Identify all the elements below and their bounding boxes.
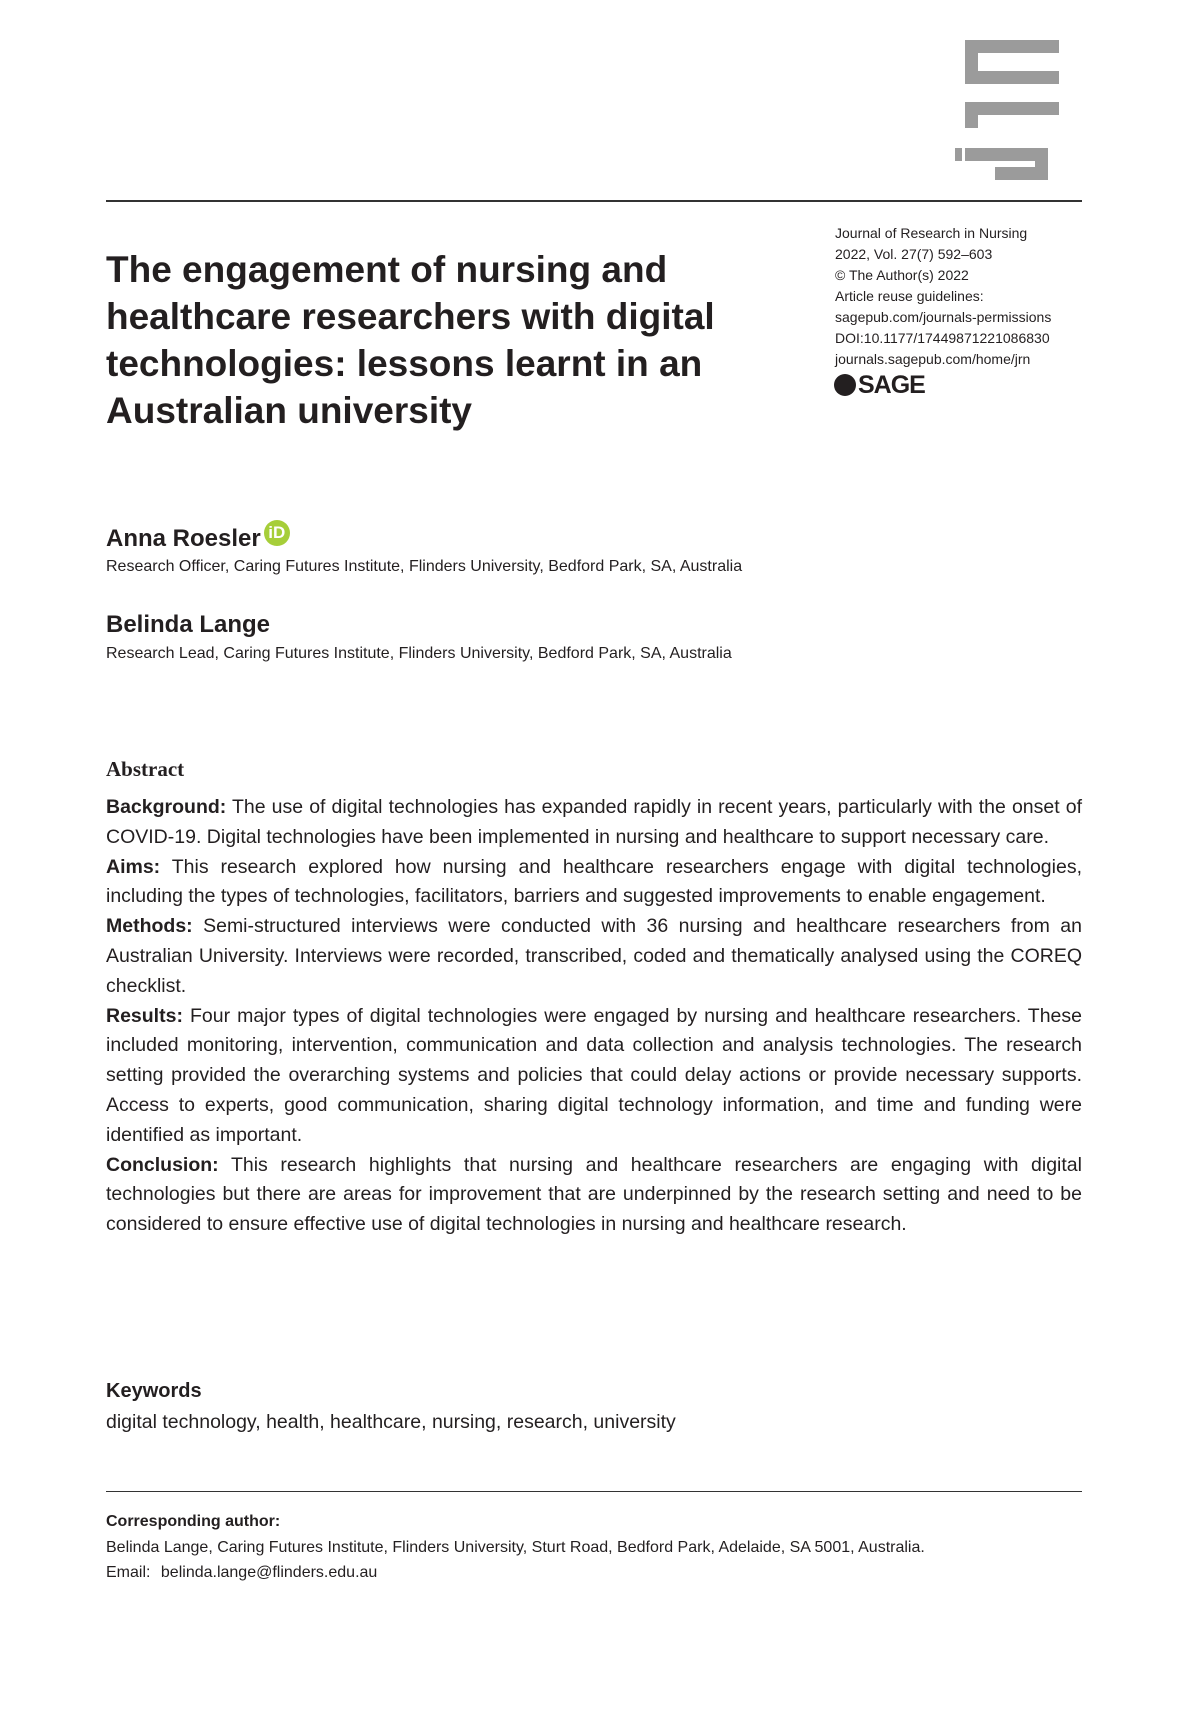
abstract-heading: Abstract bbox=[106, 757, 185, 781]
abstract-aims bbox=[106, 853, 1082, 913]
abstract-conclusion bbox=[106, 1151, 1082, 1240]
journal-name: Journal of Research in Nursing bbox=[835, 225, 1028, 241]
author-name-text: Belinda Lange bbox=[106, 611, 271, 638]
sage-wordmark: SAGE bbox=[858, 371, 925, 399]
sage-logo bbox=[834, 371, 925, 399]
orcid-icon[interactable]: iD bbox=[264, 520, 290, 546]
title-line: healthcare researchers with digital bbox=[106, 296, 715, 337]
section-text: The use of digital technologies has expanded rapidly in recent years, particularly with the onset of COVID-19. Digital technologies have been implemented in nursing and healthcare to support necessary care. bbox=[106, 796, 1082, 848]
corresponding-author-email bbox=[106, 1564, 377, 1582]
abstract-background bbox=[106, 793, 1082, 853]
title-line: Australian university bbox=[106, 390, 473, 431]
section-label: Conclusion: bbox=[106, 1153, 219, 1176]
section-text: This research highlights that nursing and healthcare researchers are engaging with digital technologies but there are areas for improvement that are underpinned by the research setting and need to be considered to ensure effective use of digital technologies in nursing and healthcare research. bbox=[106, 1153, 1082, 1236]
footnote-rule bbox=[106, 1491, 1082, 1492]
email-link[interactable]: belinda.lange@flinders.edu.au bbox=[160, 1564, 378, 1581]
author-name-text: Anna Roesler bbox=[106, 525, 261, 552]
title-line: technologies: lessons learnt in an bbox=[106, 343, 703, 384]
abstract-results bbox=[106, 1002, 1082, 1151]
author-name bbox=[106, 525, 290, 553]
title-line: The engagement of nursing and bbox=[106, 249, 668, 290]
keywords-heading: Keywords bbox=[106, 1380, 202, 1402]
author-name bbox=[106, 611, 270, 639]
section-text: Four major types of digital technologies were engaged by nursing and healthcare researchers. These included monitoring, intervention, communication and data collection and analysis technologies. The research setting provided the overarching systems and policies that could delay actions or provide necessary supports. Access to experts, good communication, sharing digital technology information, and time and funding were identified as important. bbox=[106, 1004, 1082, 1146]
section-text: Semi-structured interviews were conducted with 36 nursing and healthcare researchers from an Australian University. Interviews were recorded, transcribed, coded and thematically analysed using the COREQ checklist. bbox=[106, 915, 1082, 997]
doi-link[interactable]: DOI:10.1177/17449871221086830 bbox=[835, 330, 1050, 346]
section-label: Aims: bbox=[106, 855, 161, 878]
author-affiliation: Research Lead, Caring Futures Institute, Flinders University, Bedford Park, SA, Australia bbox=[106, 645, 732, 662]
abstract-body bbox=[106, 793, 1082, 1240]
corresponding-author-heading: Corresponding author: bbox=[106, 1513, 281, 1530]
email-label: Email: bbox=[106, 1564, 151, 1581]
journal-volume: 2022, Vol. 27(7) 592–603 bbox=[835, 246, 993, 262]
journal-info bbox=[835, 223, 1085, 370]
corresponding-author-address: Belinda Lange, Caring Futures Institute, Flinders University, Sturt Road, Bedford Park, Adelaide, SA 5001, Australia. bbox=[106, 1539, 925, 1556]
copyright: © The Author(s) 2022 bbox=[835, 267, 969, 283]
section-label: Results: bbox=[106, 1004, 183, 1027]
keywords-list: digital technology, health, healthcare, nursing, research, university bbox=[106, 1411, 676, 1433]
section-text: This research explored how nursing and healthcare researchers engage with digital technologies, including the types of technologies, facilitators, barriers and suggested improvements to enable engagement. bbox=[106, 855, 1082, 908]
author-affiliation: Research Officer, Caring Futures Institute, Flinders University, Bedford Park, SA, Australia bbox=[106, 558, 743, 575]
section-label: Background: bbox=[106, 796, 227, 818]
sage-circle-icon bbox=[834, 374, 856, 396]
journal-logo bbox=[955, 40, 1059, 180]
abstract-methods bbox=[106, 912, 1082, 1001]
article-title bbox=[106, 246, 766, 434]
reuse-label: Article reuse guidelines: bbox=[835, 288, 984, 304]
header-rule bbox=[106, 200, 1082, 202]
reuse-link[interactable]: sagepub.com/journals-permissions bbox=[835, 309, 1052, 325]
section-label: Methods: bbox=[106, 915, 193, 938]
journal-home-link[interactable]: journals.sagepub.com/home/jrn bbox=[835, 351, 1031, 367]
